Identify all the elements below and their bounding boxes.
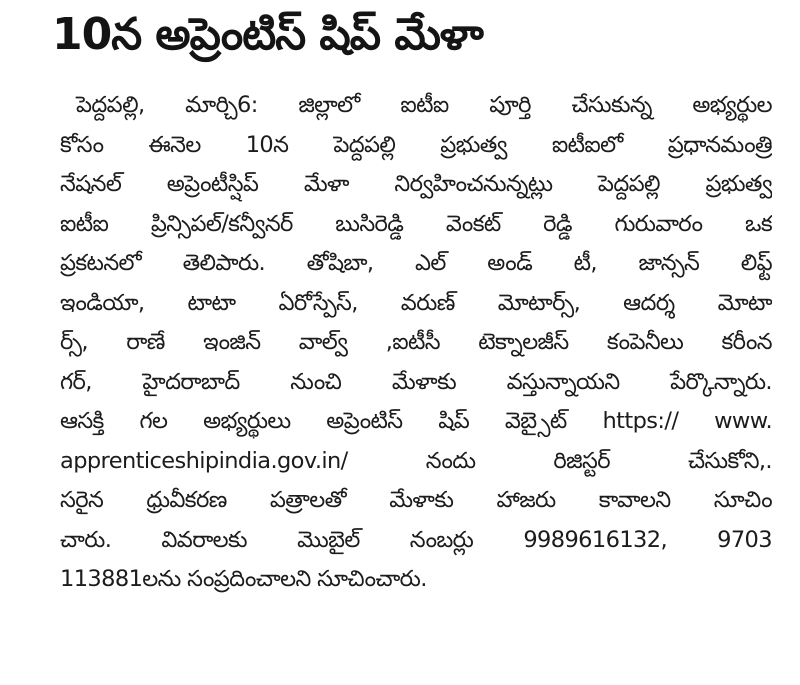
article-line: నేషనల్ అప్రెంటీస్షిప్ మేళా నిర్వహించనున్నట్లు పెద్దపల్లి ప్రభుత్వ bbox=[60, 171, 772, 197]
article-line: చారు. వివరాలకు మొబైల్ నంబర్లు 9989616132, 9703 bbox=[60, 526, 772, 553]
article-line: ఆసక్తి గల అభ్యర్థులు అప్రెంటిస్ షిప్ వెబ్సైట్ https:// www. bbox=[60, 408, 772, 434]
article-headline: 10న అప్రెంటిస్ షిప్ మేళా bbox=[52, 9, 483, 60]
article-line: ఐటీఐ ప్రిన్సిపల్/కన్వీనర్ బుసిరెడ్డి వెంకట్ రెడ్డి గురువారం ఒక bbox=[60, 210, 772, 237]
article-line: apprenticeshipindia.gov.in/ నందు రిజిస్టర్ చేసుకోని,. bbox=[60, 447, 772, 474]
article-line: 113881లను సంప్రదించాలని సూచించారు. bbox=[60, 566, 427, 592]
article-line: కోసం ఈనెల 10న పెద్దపల్లి ప్రభుత్వ ఐటీఐలో ప్రధానమంత్రి bbox=[60, 131, 772, 158]
article-line: గర్, హైదరాబాద్ నుంచి మేళాకు వస్తున్నాయని పేర్కొన్నారు. bbox=[60, 368, 772, 395]
article-body bbox=[60, 86, 772, 600]
article-line: ర్స్, రాణే ఇంజిన్ వాల్వ్ ,ఐటీసీ టెక్నాలజీస్ కంపెనీలు కరీంన bbox=[60, 329, 772, 355]
article-line: సరైన ధ్రువీకరణ పత్రాలతో మేళాకు హాజరు కావాలని సూచిం bbox=[60, 487, 772, 513]
article-line: ప్రకటనలో తెలిపారు. తోషిబా, ఎల్ అండ్ టీ, జాన్సన్ లిఫ్ట్ bbox=[60, 250, 772, 276]
article-line: ఇండియా, టాటా ఏరోస్పేస్, వరుణ్ మోటార్స్, ఆదర్శ మోటా bbox=[60, 289, 772, 316]
article-line: పెద్దపల్లి, మార్చి6: జిల్లాలో ఐటీఐ పూర్తి చేసుకున్న అభ్యర్థుల bbox=[76, 92, 772, 118]
